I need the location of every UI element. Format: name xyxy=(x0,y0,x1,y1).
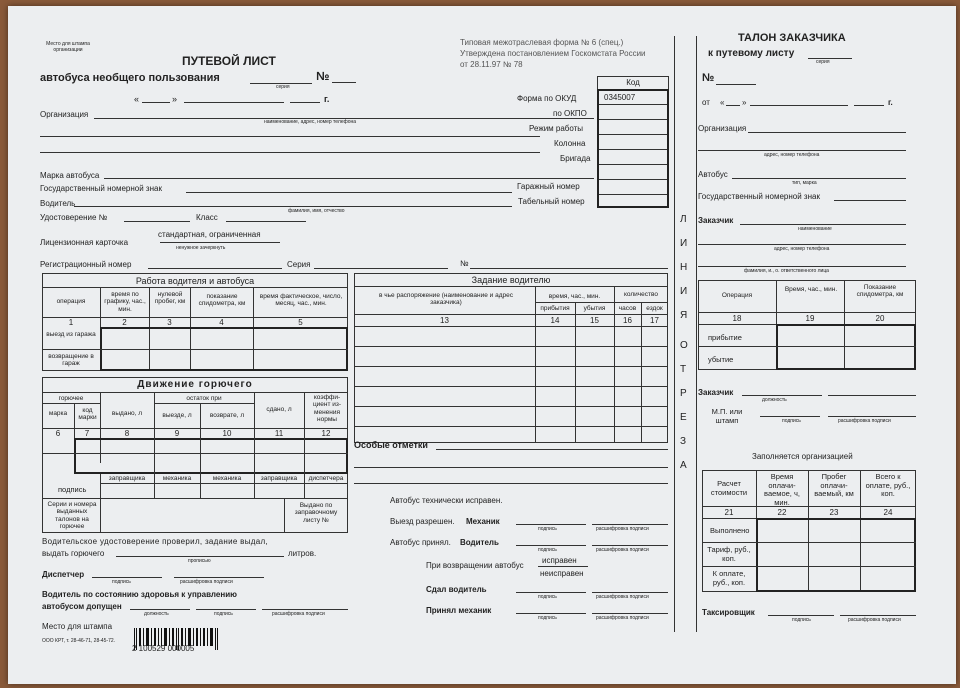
okud-code: 0345007 xyxy=(604,93,636,102)
series-field-2[interactable] xyxy=(314,268,448,269)
num-label: № xyxy=(460,259,469,268)
bus-brand-field[interactable] xyxy=(104,178,594,179)
work-h-zero: нулевой пробег, км xyxy=(154,291,186,306)
series-hint: серия xyxy=(276,84,290,90)
work-h-time: время по графику, час., мин. xyxy=(104,291,146,313)
strike-hint: ненужное зачеркнуть xyxy=(176,245,226,251)
waybill-form: Место для штампа организации ПУТЕВОЙ ЛИСТ автобуса необщего пользования серия № « » г. Типовая межотраслевая форма № 6 (спец.) Утверждена постановлением Госкомстата России от 28.11.97 № 78 Код 0345007 Форма по ОКУД по ОКПО Режим работы Колонна Бригада Гаражный номер Табельный номер Организация наименование, адрес, номер телефона Марка автобуса Государственный номерной знак Водитель фамилия, имя, отчество Удостоверение № Класс стандартная, ограниченная Лицензионная карточка ненужное зачеркнуть Регистрационный номер Серия № Работа водителя и автобуса операция время по графику, час., мин. нулевой пробег, км показание спидометра, км время фактическое, число, месяц, час., мин. 1 2 3 4 5 выезд из гаража возвращение в гараж Движение горючего горючее марка код марки выдано, л остаток при выезде, л возврате, л сдано, л коэффи- циент из- менения нормы 6 7 8 9 10 11 12 заправщика механика механика заправщика диспетчера подпись Серии и номера выданных талонов на горючее Выдано по заправочному листу № Задание водителю в чье распоряжение (наименование и адрес заказчика) время, час., мин. количество прибытия убытия часов ездок 13 14 15 16 17 Особые отметки Автобус технически исправен. Выезд разрешен. Механик подпись расшифровка подписи Автобус принял. Водитель подпись расшифровка подписи При возвращении автобус исправен неисправен Сдал водитель подпись расшифровка подписи Принял механик подпись расшифровка подписи Водительское удостоверение проверил, задание выдал, выдать горючего литров. прописью Диспетчер подпись расшифровка подписи Водитель по состоянию здоровья к управлению автобусом допущен должность подпись расшифровка подписи Место для штампа ООО КРТ, т. 28-46-71, 28-45-72. 2 100529 000005 Л И Н И Я О Т Р Е З А ТАЛОН ЗАКАЗЧИКА к путевому листу серия № от « » г. Организация адрес, номер телефона Автобус тип, марка Государственный номерной знак Заказчик наименование адрес, номер телефона фамилия, и., о. ответственного лица Операция Время, час., мин. Показание спидометра, км 18 19 20 прибытие убытие Заказчик должность М.П. или штамп подпись расшифровка подписи Заполняется организацией Расчет стоимости Время оплачи- ваемое, ч, мин. Пробег оплачи- ваемый, км Всего к оплате, руб., коп. 21 22 23 24 Выполнено Тариф, руб., коп. К оплате, руб., коп. Таксировщик подпись расшифровка подписи xyxy=(8,6,956,684)
dispatcher-sign-field[interactable] xyxy=(92,577,162,578)
form-standard-1: Типовая межотраслевая форма № 6 (спец.) xyxy=(460,38,624,47)
okud-label: Форма по ОКУД xyxy=(517,94,577,103)
coupon-entry-2[interactable] xyxy=(756,518,916,592)
fuel-entry-area[interactable] xyxy=(74,438,348,474)
org-hint: наименование, адрес, номер телефона xyxy=(264,119,357,125)
plate-label: Государственный номерной знак xyxy=(40,184,162,193)
license-card-label: Лицензионная карточка xyxy=(40,238,129,247)
class-label: Класс xyxy=(196,213,218,222)
date-quote-open: « xyxy=(134,94,140,104)
form-standard-3: от 28.11.97 № 78 xyxy=(460,60,523,69)
reg-no-field[interactable] xyxy=(148,268,282,269)
driver-field[interactable] xyxy=(74,206,512,207)
mode-label: Режим работы xyxy=(529,124,584,133)
org-label: Организация xyxy=(40,110,89,119)
okpo-label: по ОКПО xyxy=(553,109,587,118)
work-h-op: операция xyxy=(56,298,86,305)
task-title: Задание водителю xyxy=(471,275,551,285)
mechanic-sign-field[interactable] xyxy=(516,524,586,525)
driver-label: Водитель xyxy=(40,199,76,208)
tab-no-label: Табельный номер xyxy=(518,197,585,206)
work-title: Работа водителя и автобуса xyxy=(135,276,255,286)
series-label: Серия xyxy=(287,260,311,269)
year-g: г. xyxy=(324,94,330,104)
license-card-options: стандартная, ограниченная xyxy=(158,230,261,239)
coupon-title: ТАЛОН ЗАКАЗЧИКА xyxy=(738,32,846,44)
cut-line-right xyxy=(696,36,697,632)
form-standard-2: Утверждена постановлением Госкомстата России xyxy=(460,49,646,58)
reg-no-label: Регистрационный номер xyxy=(40,260,132,269)
license-field[interactable] xyxy=(124,221,190,222)
bus-brand-label: Марка автобуса xyxy=(40,171,100,180)
fuel-title: Движение горючего xyxy=(137,379,253,390)
cut-line-left xyxy=(674,36,675,632)
stamp-place-label: Место для штампа организации xyxy=(46,41,90,53)
code-header: Код xyxy=(626,78,640,87)
number-sign: № xyxy=(316,69,330,83)
driver-sign-field[interactable] xyxy=(516,545,586,546)
number-field[interactable] xyxy=(332,82,356,83)
license-label: Удостоверение № xyxy=(40,213,108,222)
work-h-speedo: показание спидометра, км xyxy=(198,293,246,308)
work-h-actual: время фактическое, число, месяц, час., мин. xyxy=(259,293,343,308)
date-year-field[interactable] xyxy=(290,102,320,103)
date-quote-close: » xyxy=(172,94,178,104)
plate-field[interactable] xyxy=(186,192,512,193)
brigade-label: Бригада xyxy=(560,154,591,163)
class-field[interactable] xyxy=(226,221,306,222)
form-title: ПУТЕВОЙ ЛИСТ xyxy=(182,54,276,68)
barcode-number: 2 100529 000005 xyxy=(132,644,195,653)
num-field[interactable] xyxy=(470,268,668,269)
special-notes-label: Особые отметки xyxy=(354,440,428,450)
date-day-field[interactable] xyxy=(142,102,170,103)
garage-no-label: Гаражный номер xyxy=(517,182,580,191)
work-row-out: выезд из гаража xyxy=(46,331,96,338)
column-label: Колонна xyxy=(554,139,586,148)
coupon-entry-1[interactable] xyxy=(776,324,916,370)
fuel-amount-field[interactable] xyxy=(116,556,284,557)
date-month-field[interactable] xyxy=(184,102,284,103)
work-row-in: возвращение в гараж xyxy=(48,353,94,368)
form-subtitle: автобуса необщего пользования xyxy=(40,72,220,84)
fio-hint: фамилия, имя, отчество xyxy=(288,208,345,214)
special-notes-field[interactable] xyxy=(436,449,668,450)
